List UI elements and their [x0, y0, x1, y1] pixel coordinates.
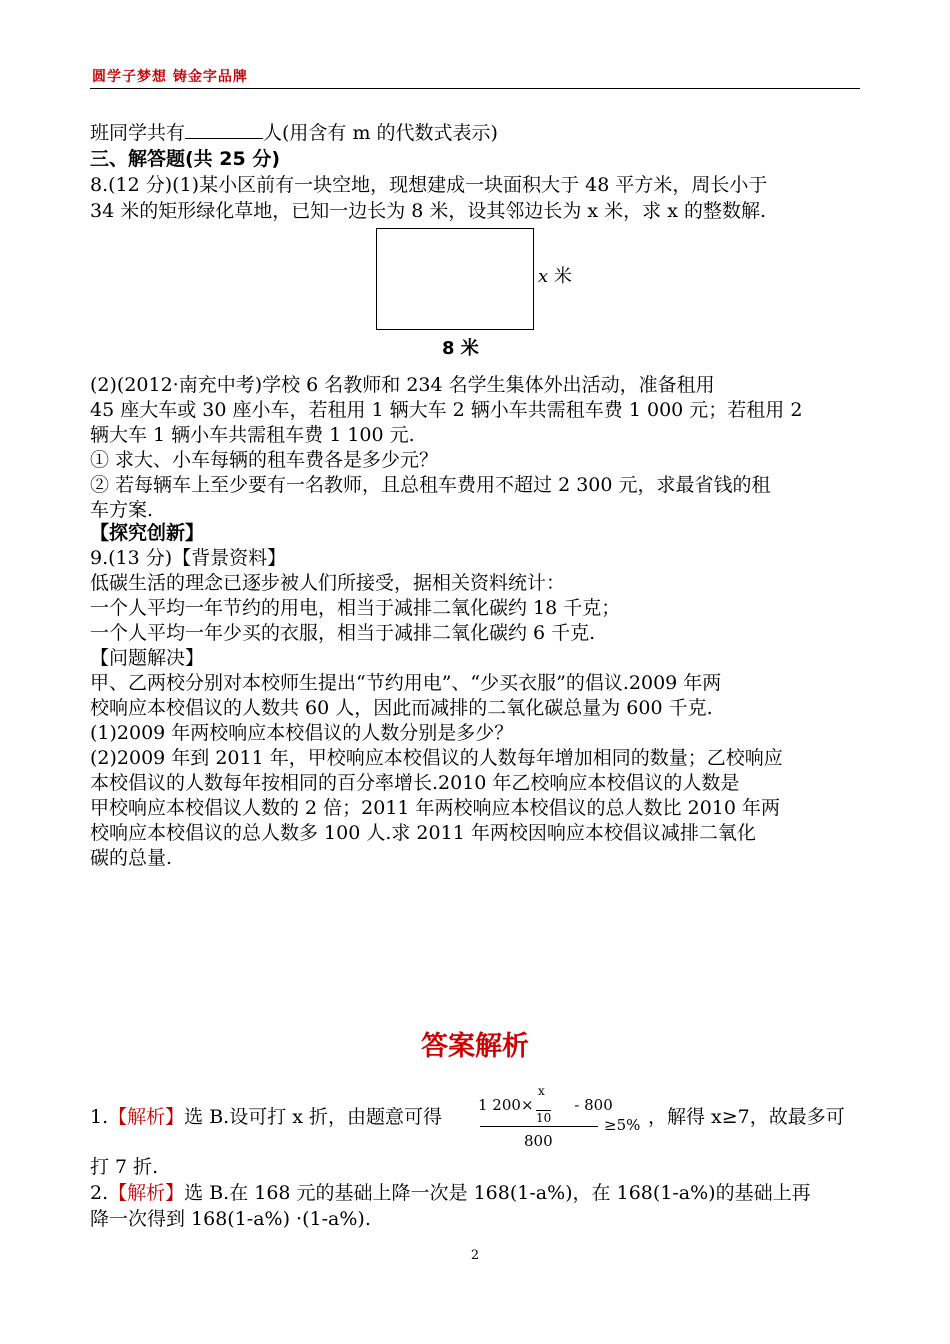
answer-text: 选 B.设可打 x 折，由题意可得 [184, 1106, 442, 1128]
question-9-heading: 9.(13 分)【背景资料】 [90, 547, 287, 569]
frac-minus: - 800 [569, 1096, 613, 1114]
text-span: 人(用含有 m 的代数式表示) [263, 122, 498, 144]
page-number: 2 [470, 1248, 480, 1263]
question-9-line: 一个人平均一年少买的衣服，相当于减排二氧化碳约 6 千克. [90, 622, 596, 644]
question-9-part-2-cont: 本校倡议的人数每年按相同的百分率增长.2010 年乙校响应本校倡议的人数是 [90, 772, 740, 794]
answer-section-title: 答案解析 [421, 1031, 529, 1062]
question-7-continuation [90, 120, 498, 146]
answer-text: 选 B.在 168 元的基础上降一次是 168(1-a%)，在 168(1-a%)的基础上再 [184, 1182, 811, 1204]
question-9-part-2-cont: 校响应本校倡议的总人数多 100 人.求 2011 年两校因响应本校倡议减排二氧化 [90, 822, 756, 844]
figure-unit: 米 [548, 266, 572, 287]
section-heading: 三、解答题(共 25 分) [90, 148, 281, 170]
fraction-denominator: 800 [524, 1132, 553, 1150]
question-9-part-1: (1)2009 年两校响应本校倡议的人数分别是多少？ [90, 722, 514, 744]
analysis-tag: 【解析】 [108, 1106, 185, 1128]
section-heading-explore: 【探究创新】 [90, 522, 205, 544]
figure-side-label [538, 262, 572, 288]
answer-number: 2. [90, 1182, 109, 1204]
question-8-2-part-1: ① 求大、小车每辆的租车费各是多少元？ [90, 449, 439, 471]
question-9-line: 低碳生活的理念已逐步被人们所接受，据相关资料统计： [90, 572, 566, 594]
question-9-part-2: (2)2009 年到 2011 年，甲校响应本校倡议的人数每年增加相同的数量；乙校响应 [90, 747, 783, 769]
question-9-line: 一个人平均一年节约的用电，相当于减排二氧化碳约 18 千克； [90, 597, 621, 619]
answer-2-line-1 [90, 1180, 811, 1206]
question-8-2-line-2: 45 座大车或 30 座小车，若租用 1 辆大车 2 辆小车共需租车费 1 000 元；若租用 2 [90, 399, 803, 421]
question-8-2-part-2: ② 若每辆车上至少要有一名教师，且总租车费用不超过 2 300 元，求最省钱的租 [90, 474, 771, 496]
question-8-line-2: 34 米的矩形绿化草地，已知一边长为 8 米，设其邻边长为 x 米，求 x 的整数解. [90, 200, 767, 222]
question-9-line: 校响应本校倡议的人数共 60 人，因此而减排的二氧化碳总量为 600 千克. [90, 697, 713, 719]
question-9-part-2-cont: 甲校响应本校倡议人数的 2 倍；2011 年两校响应本校倡议的总人数比 2010 年两 [90, 797, 780, 819]
question-9-part-2-cont: 碳的总量. [90, 847, 173, 869]
inner-fraction-denominator: 10 [536, 1111, 552, 1125]
frac-coefficient: 1 200× [478, 1096, 534, 1114]
answer-2-line-2: 降一次得到 168(1-a%) ·(1-a%). [90, 1208, 371, 1230]
answer-1-line-1 [90, 1104, 442, 1130]
rectangle-figure [376, 228, 534, 330]
question-8-line-1: 8.(12 分)(1)某小区前有一块空地，现想建成一块面积大于 48 平方米，周长小于 [90, 174, 768, 196]
fraction-bar [480, 1126, 598, 1127]
question-8-2-line-3: 辆大车 1 辆小车共需租车费 1 100 元. [90, 424, 415, 446]
question-8-2-line-1: (2)(2012·南充中考)学校 6 名教师和 234 名学生集体外出活动，准备租用 [90, 374, 715, 396]
analysis-tag: 【解析】 [108, 1182, 185, 1204]
answer-1-tail: ，解得 x≥7，故最多可 [648, 1106, 845, 1128]
header-brand: 圆学子梦想 铸金字品牌 [92, 69, 248, 85]
inner-fraction-numerator: x [538, 1084, 545, 1098]
figure-bottom-label: 8 米 [442, 338, 479, 359]
question-8-2-part-2-cont: 车方案. [90, 499, 154, 521]
text-span: 班同学共有 [90, 122, 186, 144]
answer-blank [185, 120, 263, 139]
inequality-fraction [478, 1084, 641, 1156]
answer-1-line-2: 打 7 折. [90, 1156, 159, 1178]
question-9-line: 甲、乙两校分别对本校师生提出“节约用电”、“少买衣服”的倡议.2009 年两 [90, 672, 722, 694]
inequality-rhs: ≥5% [604, 1116, 641, 1134]
figure-var: x [538, 266, 549, 287]
header-rule [90, 88, 860, 89]
answer-number: 1. [90, 1106, 109, 1128]
question-9-subheading: 【问题解决】 [90, 647, 205, 669]
